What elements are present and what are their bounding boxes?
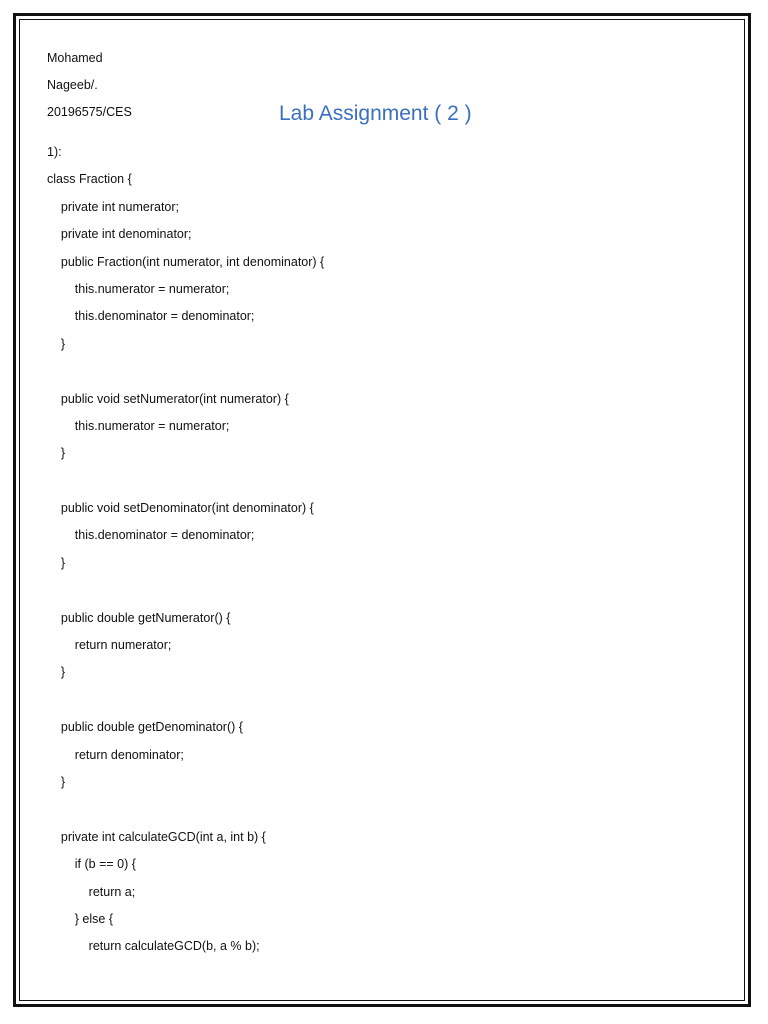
code-line: return denominator; (47, 747, 184, 762)
code-line: class Fraction { (47, 172, 132, 187)
code-line: if (b == 0) { (47, 857, 136, 872)
code-line: this.denominator = denominator; (47, 309, 255, 324)
code-line: } (47, 665, 66, 680)
code-line: public double getNumerator() { (47, 610, 231, 625)
code-line: this.numerator = numerator; (47, 281, 230, 296)
code-listing (47, 142, 727, 964)
code-line (47, 580, 727, 607)
code-line: public Fraction(int numerator, int denominator) { (47, 254, 325, 269)
author-name: Mohamed (47, 51, 103, 65)
code-line: } (47, 774, 66, 789)
code-line (47, 690, 727, 717)
code-line (47, 361, 727, 388)
code-line: public void setDenominator(int denominator) { (47, 501, 314, 516)
code-line: return numerator; (47, 638, 172, 653)
author-surname: Nageeb/. (47, 78, 98, 92)
code-line (47, 471, 727, 498)
code-line: private int calculateGCD(int a, int b) { (47, 829, 266, 844)
code-line: } (47, 446, 66, 461)
code-line: this.denominator = denominator; (47, 528, 255, 543)
code-line: this.numerator = numerator; (47, 418, 230, 433)
code-line: private int numerator; (47, 199, 180, 214)
code-line: } else { (47, 911, 114, 926)
page-title: Lab Assignment ( 2 ) (279, 102, 472, 125)
code-line: public double getDenominator() { (47, 720, 243, 735)
code-line: private int denominator; (47, 227, 192, 242)
code-line: } (47, 555, 66, 570)
code-line: 1): (47, 145, 62, 159)
code-line: return calculateGCD(b, a % b); (47, 939, 260, 954)
student-id: 20196575/CES (47, 105, 132, 119)
code-line: public void setNumerator(int numerator) { (47, 391, 289, 406)
code-line: return a; (47, 884, 136, 899)
code-line: } (47, 336, 66, 351)
code-line (47, 799, 727, 826)
